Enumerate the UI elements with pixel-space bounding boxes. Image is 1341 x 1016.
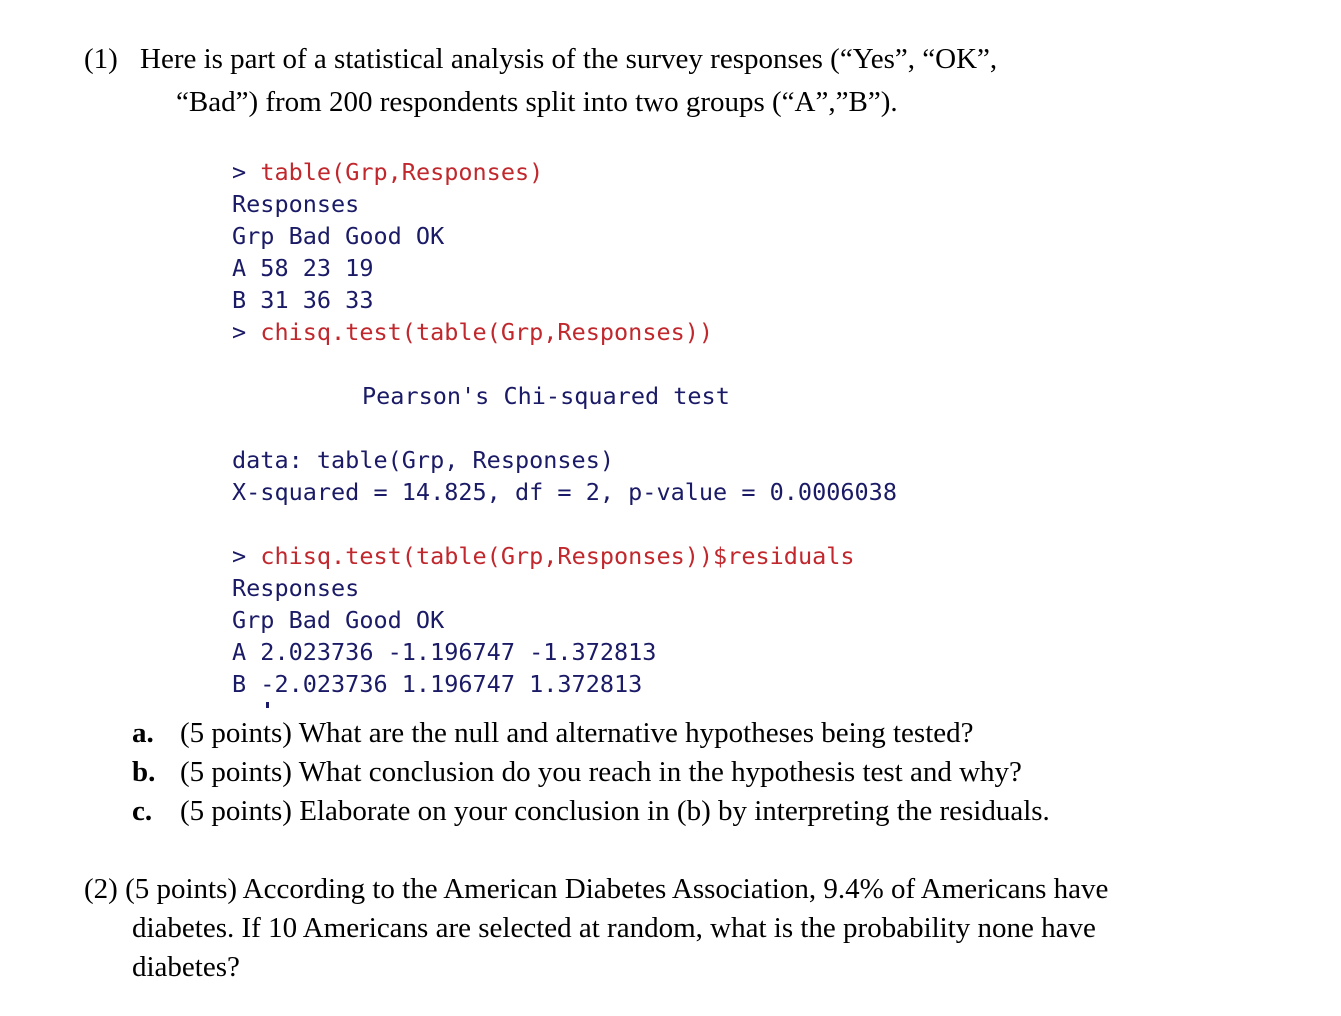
test-title: Pearson's Chi-squared test	[362, 382, 730, 410]
sub-question-text: (5 points) Elaborate on your conclusion in (b) by interpreting the residuals.	[180, 795, 1050, 827]
console-line-cmd3	[232, 542, 855, 570]
table1-header: Responses	[232, 190, 360, 218]
sub-question-a	[132, 717, 974, 750]
command-table: table(Grp,Responses)	[260, 158, 544, 186]
question-1-text-line-2: “Bad”) from 200 respondents split into two groups (“A”,”B”).	[176, 86, 898, 118]
table1-columns: Grp Bad Good OK	[232, 222, 445, 250]
console-line-cmd2	[232, 318, 713, 346]
sub-question-text: (5 points) What are the null and alternative hypotheses being tested?	[180, 717, 974, 749]
command-residuals: chisq.test(table(Grp,Responses))$residuals	[260, 542, 855, 570]
command-chisq: chisq.test(table(Grp,Responses))	[260, 318, 714, 346]
cursor-mark	[266, 702, 269, 708]
table2-header: Responses	[232, 574, 360, 602]
table2-columns: Grp Bad Good OK	[232, 606, 445, 634]
table1-row-b: B 31 36 33	[232, 286, 374, 314]
test-statistic-line: X-squared = 14.825, df = 2, p-value = 0.0006038	[232, 478, 897, 506]
table1-row-a: A 58 23 19	[232, 254, 374, 282]
table2-row-a: A 2.023736 -1.196747 -1.372813	[232, 638, 657, 666]
test-data-line: data: table(Grp, Responses)	[232, 446, 615, 474]
sub-question-b	[132, 756, 1022, 789]
console-line-cmd1	[232, 158, 543, 186]
sub-question-label: a.	[132, 717, 154, 749]
sub-question-label: c.	[132, 795, 153, 827]
table2-row-b: B -2.023736 1.196747 1.372813	[232, 670, 643, 698]
prompt: >	[232, 318, 247, 346]
question-1-number: (1)	[84, 43, 118, 75]
prompt: >	[232, 542, 247, 570]
sub-question-c	[132, 795, 1050, 828]
question-2-line-1: (2) (5 points) According to the American Diabetes Association, 9.4% of Americans have	[84, 873, 1109, 905]
prompt: >	[232, 158, 247, 186]
sub-question-text: (5 points) What conclusion do you reach in the hypothesis test and why?	[180, 756, 1022, 788]
sub-question-label: b.	[132, 756, 156, 788]
question-2-line-3: diabetes?	[132, 951, 240, 983]
question-2-line-2: diabetes. If 10 Americans are selected at random, what is the probability none have	[132, 912, 1096, 944]
question-1-text-line-1: Here is part of a statistical analysis of the survey responses (“Yes”, “OK”,	[140, 43, 998, 75]
